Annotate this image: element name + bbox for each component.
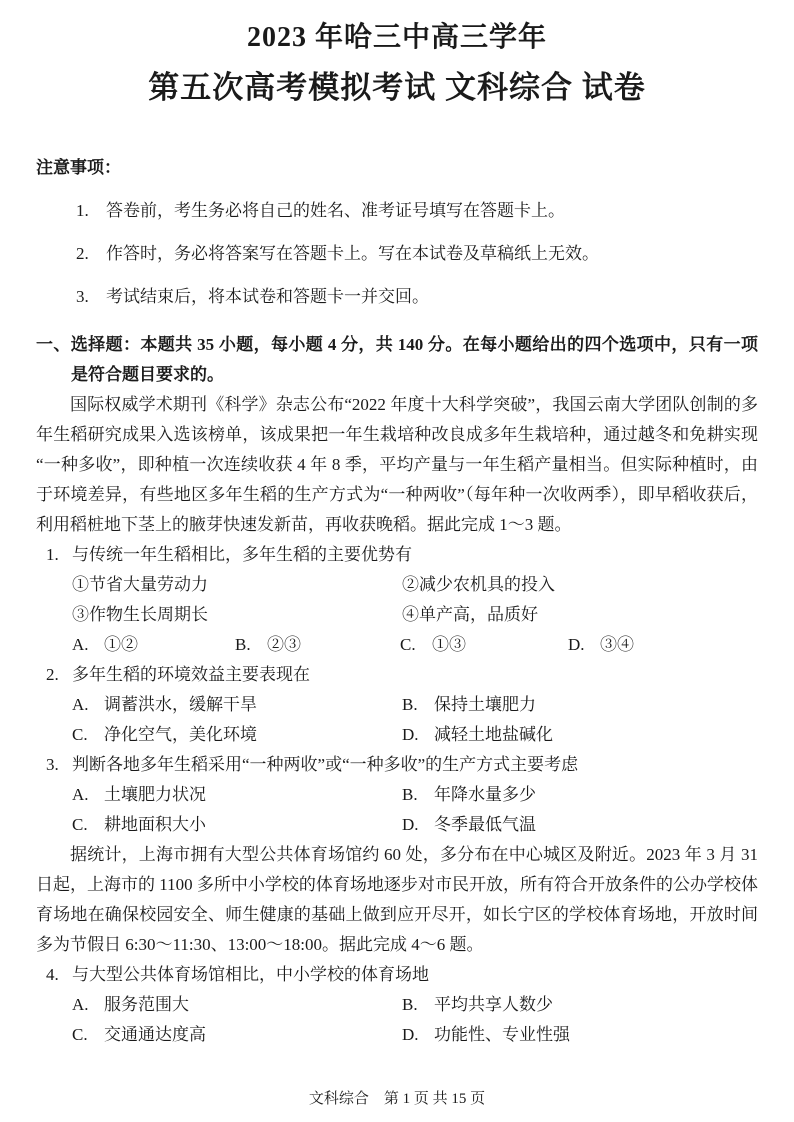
question-1-stem-text: 与传统一年生稻相比，多年生稻的主要优势有 — [72, 544, 412, 564]
passage-perennial-rice: 国际权威学术期刊《科学》杂志公布“2022 年度十大科学突破”，我国云南大学团队创制的多年生稻研究成果入选该榜单，该成果把一年生栽培种改良成多年生栽培种，通过越冬和免耕实现“一种多收”，即种植一次连续收获 4 年 8 季，平均产量与一年生稻产量相当。但实际种植时，由于环境差异，有些地区多年生稻的生产方式为“一种两收”（每年种一次收两季），即早稻收获后，利用稻桩地下茎上的腋芽快速发新苗，再收获晚稻。据此完成 1～3 题。 — [36, 394, 758, 534]
notice-item-1 — [36, 196, 758, 226]
question-4-option-b — [402, 990, 758, 1020]
question-2-option-b — [402, 690, 758, 720]
option-a-text: 土壤肥力状况 — [104, 784, 206, 804]
question-4-options — [36, 990, 758, 1050]
option-a-label: A. — [72, 634, 89, 654]
question-3-stem-text: 判断各地多年生稻采用“一种两收”或“一种多收”的生产方式主要考虑 — [72, 754, 579, 774]
question-1-number: 1. — [46, 544, 59, 564]
option-a-label: A. — [72, 994, 89, 1014]
question-1-option-c — [400, 630, 568, 660]
question-3-number: 3. — [46, 754, 59, 774]
section-1-heading: 一、选择题：本题共 35 小题，每小题 4 分，共 140 分。在每小题给出的四个选项中，只有一项是符合题目要求的。 — [36, 334, 758, 384]
question-3-stem — [36, 750, 758, 780]
option-a-label: A. — [72, 694, 89, 714]
option-d-text: 减轻土地盐碱化 — [434, 724, 553, 744]
question-4-option-a — [72, 990, 402, 1020]
question-3-option-c — [72, 810, 402, 840]
option-c-label: C. — [72, 814, 88, 834]
question-1-subitems — [36, 570, 758, 630]
question-1-stem — [36, 540, 758, 570]
option-a-text: 调蓄洪水，缓解干旱 — [104, 694, 257, 714]
question-4-option-d — [402, 1020, 758, 1050]
question-2-stem-text: 多年生稻的环境效益主要表现在 — [72, 664, 310, 684]
option-c-text: 耕地面积大小 — [104, 814, 206, 834]
question-3-options — [36, 780, 758, 840]
option-d-text: 冬季最低气温 — [434, 814, 536, 834]
page-footer: 文科综合 第 1 页 共 15 页 — [308, 1091, 486, 1107]
question-2-option-c — [72, 720, 402, 750]
option-c-text: 净化空气，美化环境 — [104, 724, 257, 744]
question-2-option-d — [402, 720, 758, 750]
option-a-label: A. — [72, 784, 89, 804]
subitem-2: ②减少农机具的投入 — [402, 574, 555, 594]
notice-item-2 — [36, 239, 758, 269]
option-b-label: B. — [402, 694, 418, 714]
question-1-option-b — [235, 630, 400, 660]
option-b-text: 平均共享人数少 — [434, 994, 553, 1014]
option-b-label: B. — [402, 994, 418, 1014]
question-4-stem-text: 与大型公共体育场馆相比，中小学校的体育场地 — [72, 964, 429, 984]
notice-item-3-text: 考试结束后，将本试卷和答题卡一并交回。 — [106, 286, 429, 306]
option-b-text: 年降水量多少 — [434, 784, 536, 804]
option-c-label: C. — [400, 634, 416, 654]
notice-item-2-number: 2. — [76, 243, 89, 263]
option-d-text: ③④ — [600, 634, 634, 654]
subitem-1: ①节省大量劳动力 — [72, 574, 208, 594]
notice-item-2-text: 作答时，务必将答案写在答题卡上。写在本试卷及草稿纸上无效。 — [106, 243, 599, 263]
question-1-option-a — [72, 630, 235, 660]
question-1-option-d — [568, 630, 758, 660]
question-4-option-c — [72, 1020, 402, 1050]
notice-heading: 注意事项： — [36, 157, 121, 177]
subitem-4: ④单产高，品质好 — [402, 604, 538, 624]
question-1-options — [36, 630, 758, 660]
option-b-text: ②③ — [267, 634, 301, 654]
question-2-options — [36, 690, 758, 750]
option-d-label: D. — [402, 1024, 419, 1044]
option-a-text: 服务范围大 — [104, 994, 189, 1014]
notice-item-3-number: 3. — [76, 286, 89, 306]
question-3 — [36, 750, 758, 840]
notice-item-3 — [36, 282, 758, 312]
option-d-label: D. — [402, 814, 419, 834]
option-c-label: C. — [72, 1024, 88, 1044]
notice-item-1-text: 答卷前，考生务必将自己的姓名、准考证号填写在答题卡上。 — [106, 200, 565, 220]
notice-item-1-number: 1. — [76, 200, 89, 220]
option-d-label: D. — [568, 634, 585, 654]
question-1 — [36, 540, 758, 660]
option-a-text: ①② — [104, 634, 138, 654]
question-3-option-d — [402, 810, 758, 840]
passage-sports-venues: 据统计，上海市拥有大型公共体育场馆约 60 处，多分布在中心城区及附近。2023 年 3 月 31 日起，上海市的 1100 多所中小学校的体育场地逐步对市民开放，所有符合开放条件的公办学校体育场地在确保校园安全、师生健康的基础上做到应开尽开，如长宁区的学校体育场地，开放时间多为节假日 6:30～11:30、13:00～18:00。据此完成 4～6 题。 — [36, 844, 758, 954]
question-4-stem — [36, 960, 758, 990]
question-4-number: 4. — [46, 964, 59, 984]
question-2 — [36, 660, 758, 750]
option-b-label: B. — [235, 634, 251, 654]
subitem-3: ③作物生长周期长 — [72, 604, 208, 624]
question-4 — [36, 960, 758, 1050]
option-d-label: D. — [402, 724, 419, 744]
option-d-text: 功能性、专业性强 — [434, 1024, 570, 1044]
exam-title-line-1: 2023 年哈三中高三学年 — [246, 22, 547, 53]
question-3-option-a — [72, 780, 402, 810]
option-c-text: 交通通达度高 — [104, 1024, 206, 1044]
exam-title-line-2: 第五次高考模拟考试 文科综合 试卷 — [148, 70, 646, 106]
option-b-label: B. — [402, 784, 418, 804]
option-c-text: ①③ — [432, 634, 466, 654]
option-b-text: 保持土壤肥力 — [434, 694, 536, 714]
notice-section — [36, 153, 758, 312]
question-2-option-a — [72, 690, 402, 720]
question-3-option-b — [402, 780, 758, 810]
question-2-number: 2. — [46, 664, 59, 684]
question-2-stem — [36, 660, 758, 690]
option-c-label: C. — [72, 724, 88, 744]
